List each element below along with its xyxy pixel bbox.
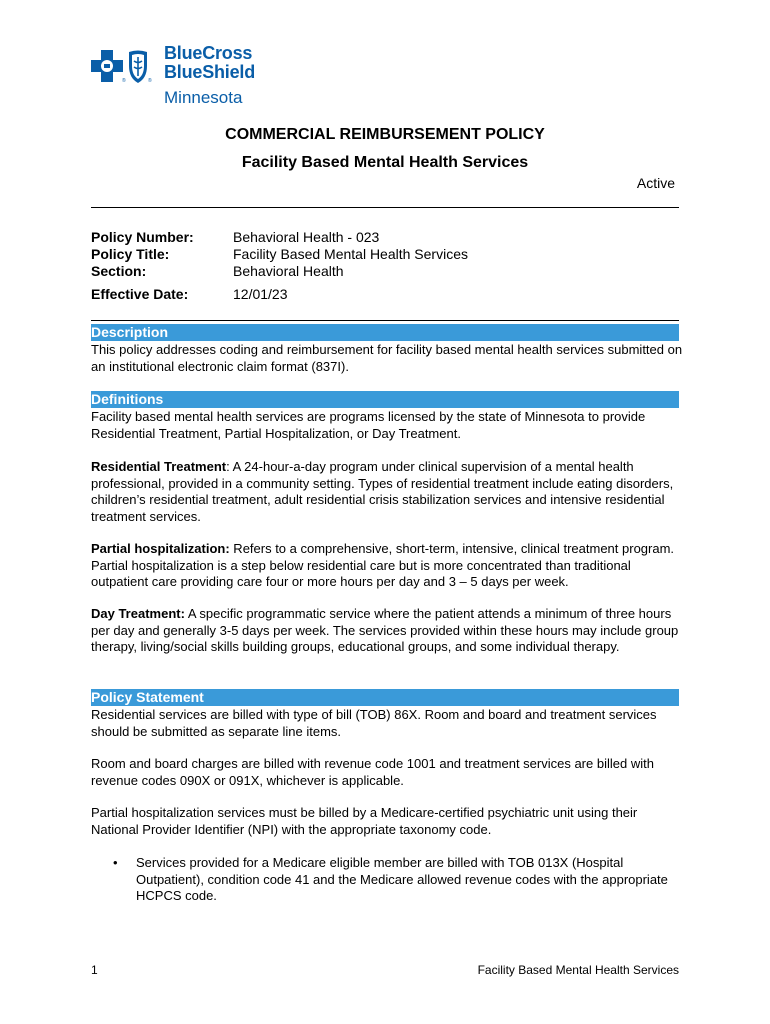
footer-title: Facility Based Mental Health Services	[477, 963, 679, 977]
section-heading-definitions: Definitions	[91, 391, 679, 408]
policy-title-value: Facility Based Mental Health Services	[233, 246, 468, 262]
definition-residential-text: : A 24-hour-a-day program under clinical supervision of a mental health professional, provided in a community setting. Types of residential treatment include eating disorders, children’s residential treatment, adult residential crisis stabilization services and intensive residential treatment services.	[91, 459, 674, 524]
policy-number-value: Behavioral Health - 023	[233, 229, 380, 245]
registered-mark: ®	[122, 78, 126, 84]
section-heading-description: Description	[91, 324, 679, 341]
definition-residential	[91, 459, 683, 525]
policy-statement-p2: Room and board charges are billed with revenue code 1001 and treatment services are billed with revenue codes 090X or 091X, whichever is applicable.	[91, 756, 654, 788]
bullet-text: Services provided for a Medicare eligible member are billed with TOB 013X (Hospital Outpatient), condition code 41 and the Medicare allowed revenue codes with the appropriate HCPCS code.	[136, 855, 668, 903]
registered-mark: ®	[148, 78, 152, 84]
term-partial: Partial hospitalization:	[91, 541, 230, 556]
policy-number-label: Policy Number:	[91, 229, 194, 245]
brand-name	[164, 44, 255, 82]
definition-day-text: A specific programmatic service where the patient attends a minimum of three hours per day and generally 3-5 days per week. The services provided within these hours may include group therapy, living/social skills building groups, educational groups, and some individual therapy.	[91, 606, 679, 654]
document-subtitle: Facility Based Mental Health Services	[241, 154, 529, 171]
effective-date-label: Effective Date:	[91, 286, 189, 302]
policy-status: Active	[636, 175, 675, 191]
policy-title-label: Policy Title:	[91, 246, 170, 262]
page-number: 1	[91, 963, 98, 977]
description-text: This policy addresses coding and reimbursement for facility based mental health services submitted on an institutional electronic claim format (837I).	[91, 342, 683, 374]
effective-date-value: 12/01/23	[233, 286, 288, 302]
definition-partial-text: Refers to a comprehensive, short-term, intensive, clinical treatment program. Partial hospitalization is a step below residential care but is more concentrated than traditional outpatient care providing care four or more hours per day and 3 – 5 days per week.	[91, 541, 675, 589]
brand-line-2: BlueShield	[164, 62, 256, 82]
divider	[91, 320, 679, 321]
section-heading-policy-statement: Policy Statement	[91, 689, 679, 706]
bullet-icon: •	[113, 855, 118, 870]
term-day: Day Treatment:	[91, 606, 185, 621]
cross-shield-icon	[91, 48, 161, 84]
section-label: Section:	[91, 263, 147, 279]
definition-partial	[91, 541, 683, 591]
brand-line-1: BlueCross	[164, 43, 253, 63]
policy-statement-p3: Partial hospitalization services must be billed by a Medicare-certified psychiatric unit using their National Provider Identifier (NPI) with the appropriate taxonomy code.	[91, 805, 638, 837]
bcbs-logo	[91, 44, 271, 110]
policy-statement-p1: Residential services are billed with type of bill (TOB) 86X. Room and board and treatment services should be submitted as separate line items.	[91, 707, 657, 739]
divider	[91, 207, 679, 208]
term-residential: Residential Treatment	[91, 459, 227, 474]
section-value: Behavioral Health	[233, 263, 344, 279]
document-title: COMMERCIAL REIMBURSEMENT POLICY	[225, 126, 545, 143]
definition-day	[91, 606, 683, 656]
definitions-intro: Facility based mental health services are programs licensed by the state of Minnesota to provide Residential Treatment, Partial Hospitalization, or Day Treatment.	[91, 409, 646, 441]
brand-state: Minnesota	[164, 88, 243, 107]
